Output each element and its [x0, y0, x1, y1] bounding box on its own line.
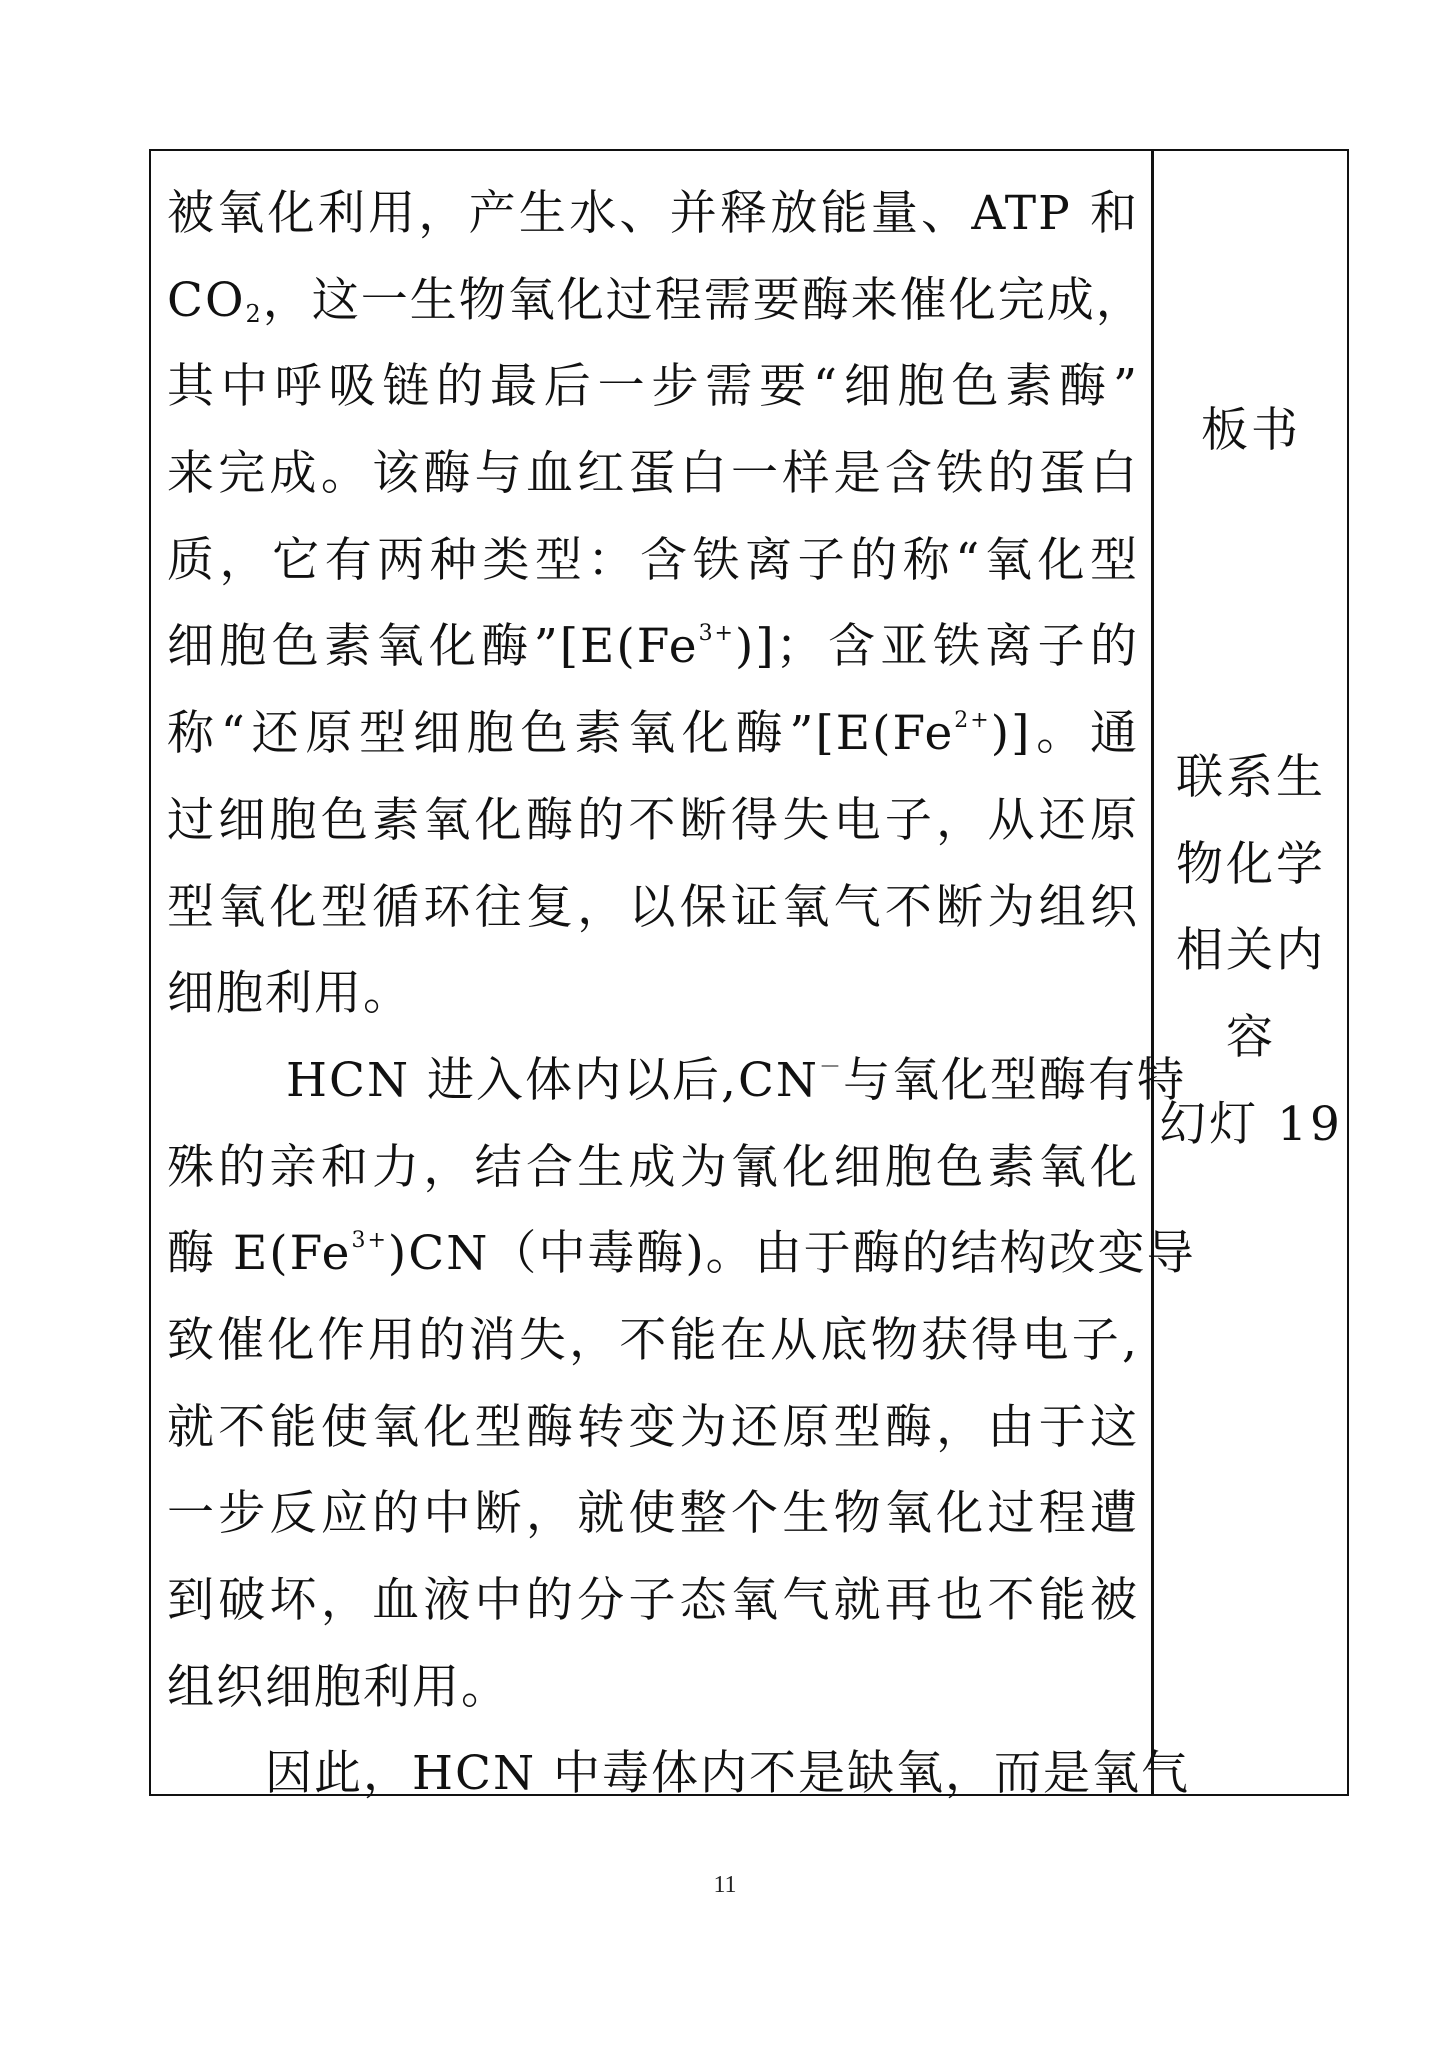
text-line-11: HCN 进入体内以后,CN－与氧化型酶有特	[286, 1052, 1187, 1108]
text-line-7: 称“还原型细胞色素氧化酶$”[E(Fe^{2+})]$。通	[167, 706, 1139, 762]
text-line-1: 被氧化利用，产生水、并释放能量、ATP 和	[167, 186, 1139, 241]
side-note-line: 幻灯 19	[1159, 1096, 1343, 1152]
text-line-18: 组织细胞利用。	[167, 1659, 510, 1715]
text-line-2: $CO_2$，这一生物氧化过程需要酶来催化完成，	[167, 272, 1145, 328]
text-line-3: 其中呼吸链的最后一步需要“细胞色素酶”	[167, 359, 1139, 415]
side-note-line: 相关内	[1176, 923, 1326, 979]
text-line-6: 细胞色素氧化酶$”[E(Fe^{3+})]$；含亚铁离子的	[167, 619, 1139, 675]
text-line-9: 型氧化型循环往复，以保证氧气不断为组织	[167, 879, 1139, 935]
text-line-12: 殊的亲和力，结合生成为氰化细胞色素氧化	[167, 1139, 1139, 1195]
side-note-biochemistry	[1154, 735, 1348, 1169]
text-line-19: 因此，HCN 中毒体内不是缺氧，而是氧气	[265, 1746, 1191, 1802]
text-line-16: 一步反应的中断，就使整个生物氧化过程遭	[167, 1486, 1139, 1542]
text-line-5: 质，它有两种类型：含铁离子的称“氧化型	[167, 532, 1139, 588]
side-note-line: 容	[1226, 1010, 1276, 1066]
text-line-14: 致催化作用的消失，不能在从底物获得电子,	[167, 1312, 1139, 1368]
text-line-10: 细胞利用。	[167, 966, 412, 1022]
text-line-8: 过细胞色素氧化酶的不断得失电子，从还原	[167, 792, 1139, 848]
side-note-line: 联系生	[1176, 750, 1326, 805]
lesson-table	[149, 149, 1349, 1802]
side-note-line: 物化学	[1176, 836, 1326, 892]
text-line-15: 就不能使氧化型酶转变为还原型酶，由于这	[167, 1399, 1139, 1455]
page-number: 11	[713, 1872, 737, 1898]
side-note-blackboard	[1154, 388, 1348, 475]
text-line-4: 来完成。该酶与血红蛋白一样是含铁的蛋白	[167, 446, 1139, 502]
text-line-13: 酶 $E(Fe^{3+})CN$（中毒酶)。由于酶的结构改变导	[167, 1226, 1196, 1282]
text-line-17: 到破坏，血液中的分子态氧气就再也不能被	[167, 1573, 1139, 1628]
main-text-cell	[167, 171, 1196, 1818]
side-note-line: 板书	[1201, 403, 1301, 458]
